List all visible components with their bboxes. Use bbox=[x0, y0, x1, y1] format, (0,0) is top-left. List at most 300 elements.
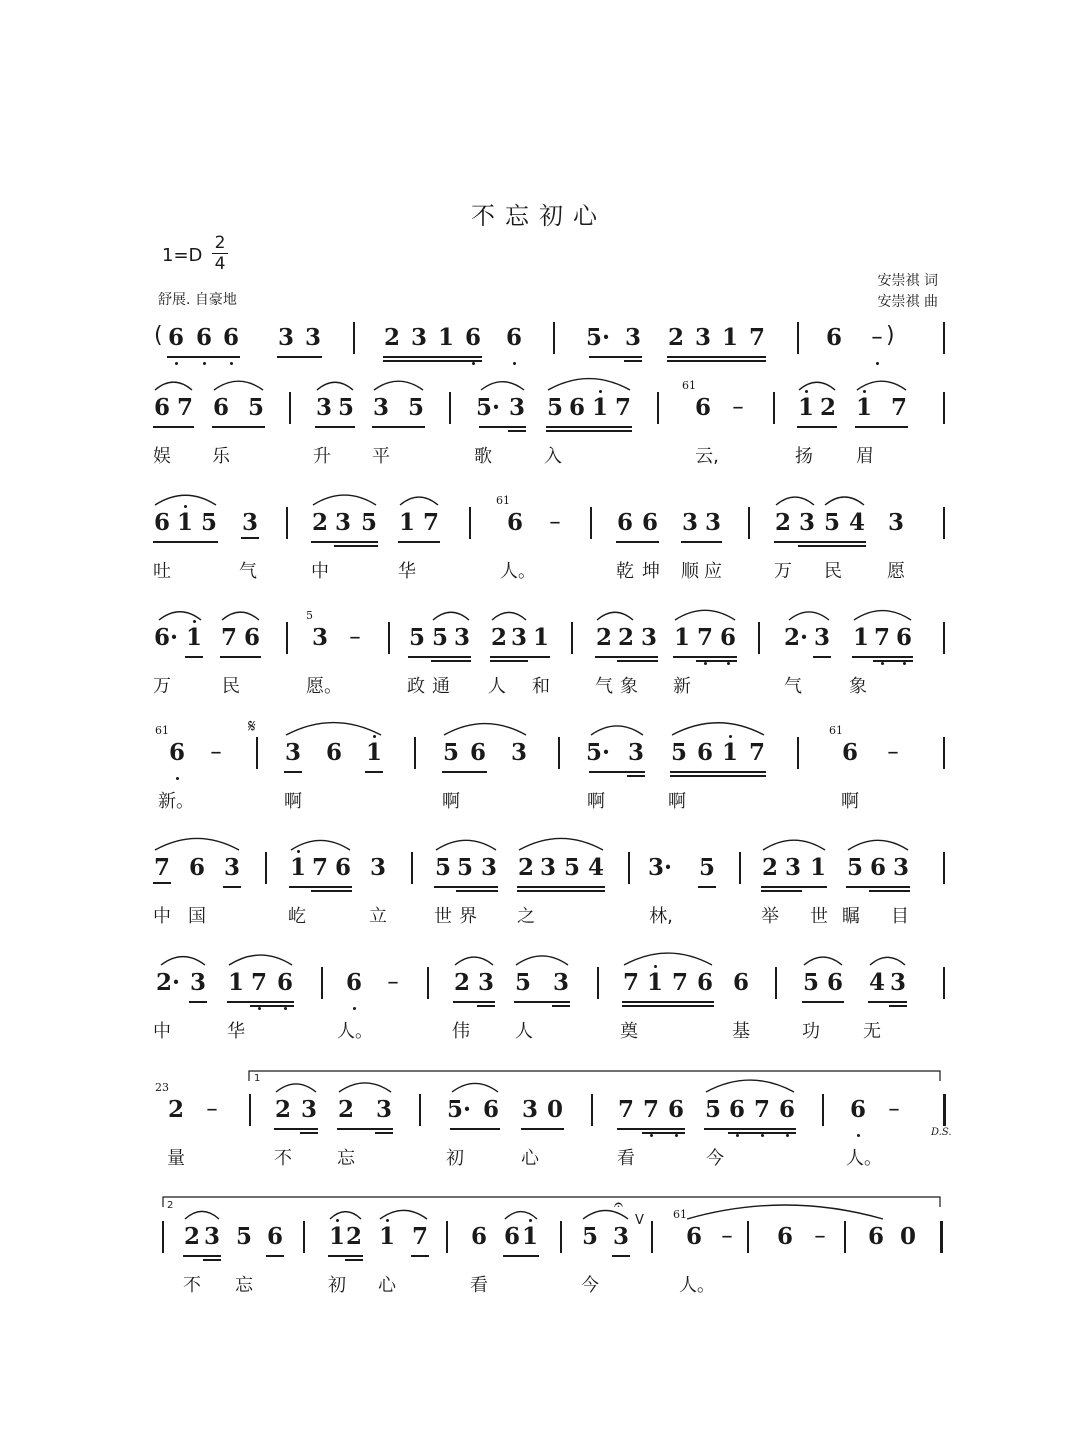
lyric-syllable: 娱 bbox=[153, 446, 171, 467]
octave-dot-below bbox=[513, 362, 516, 365]
note: 1 bbox=[532, 624, 550, 651]
lyric-syllable: 人。 bbox=[500, 561, 536, 582]
lyric-syllable: 忘 bbox=[337, 1148, 355, 1169]
note: 3 bbox=[453, 624, 471, 651]
note: 7 bbox=[153, 854, 171, 881]
note: 5· bbox=[585, 739, 611, 766]
octave-dot-above bbox=[373, 735, 376, 738]
note: 1 bbox=[721, 324, 739, 351]
note: 6 bbox=[641, 509, 659, 536]
note: 6 bbox=[243, 624, 261, 651]
lyric-syllable: 界 bbox=[459, 906, 477, 927]
rhythm-underline bbox=[514, 1001, 570, 1003]
barline bbox=[597, 967, 599, 999]
rhythm-underline bbox=[274, 1128, 318, 1130]
lyric-syllable: 立 bbox=[369, 906, 387, 927]
note: 4 bbox=[848, 509, 866, 536]
note: 6 bbox=[345, 969, 363, 996]
note: 2 bbox=[761, 854, 779, 881]
rhythm-underline bbox=[517, 886, 605, 888]
note: 3 bbox=[480, 854, 498, 881]
note: 3 bbox=[798, 509, 816, 536]
grace-note: 61 bbox=[496, 494, 510, 507]
note: 2 bbox=[183, 1223, 201, 1250]
rhythm-underline bbox=[546, 426, 632, 428]
lyric-syllable: 国 bbox=[188, 906, 206, 927]
note: 7 bbox=[753, 1096, 771, 1123]
rhythm-underline bbox=[889, 1005, 907, 1007]
close-parenthesis: ) bbox=[886, 323, 895, 348]
rhythm-underline bbox=[616, 541, 659, 543]
sustain-dash: – bbox=[887, 739, 899, 765]
composer-credit: 安崇祺 曲 bbox=[877, 294, 938, 310]
rhythm-underline bbox=[761, 886, 827, 888]
note: 2 bbox=[517, 854, 535, 881]
note: 1 bbox=[721, 739, 739, 766]
rhythm-underline bbox=[203, 1259, 221, 1261]
rhythm-underline bbox=[622, 1001, 714, 1003]
note: 4 bbox=[587, 854, 605, 881]
barline bbox=[943, 1094, 946, 1126]
rhythm-underline bbox=[311, 890, 352, 892]
note: 3 bbox=[627, 739, 645, 766]
lyric-syllable: 中 bbox=[153, 906, 171, 927]
lyric-syllable: 初 bbox=[328, 1275, 346, 1296]
lyric-syllable: 中 bbox=[153, 1021, 171, 1042]
note: 6 bbox=[506, 509, 524, 536]
lyric-syllable: 民 bbox=[824, 561, 842, 582]
lyric-syllable: 功 bbox=[802, 1021, 820, 1042]
note: 6 bbox=[732, 969, 750, 996]
note: 7 bbox=[890, 394, 908, 421]
note: 5 bbox=[442, 739, 460, 766]
fermata-mark: 𝄐 bbox=[614, 1195, 623, 1214]
note: 2 bbox=[667, 324, 685, 351]
barline bbox=[591, 1094, 593, 1126]
note: 3 bbox=[311, 624, 329, 651]
barline bbox=[943, 737, 945, 769]
note: 5 bbox=[235, 1223, 253, 1250]
rhythm-underline bbox=[761, 890, 802, 892]
barline bbox=[321, 967, 323, 999]
barline bbox=[797, 322, 799, 354]
note: 5 bbox=[456, 854, 474, 881]
note: 6 bbox=[616, 509, 634, 536]
rhythm-underline bbox=[868, 1001, 907, 1003]
rhythm-underline bbox=[852, 656, 913, 658]
note: 3 bbox=[241, 509, 259, 536]
note: 6 bbox=[266, 1223, 284, 1250]
rhythm-underline bbox=[289, 886, 352, 888]
note: 7 bbox=[614, 394, 632, 421]
rhythm-underline bbox=[589, 356, 642, 358]
note: 3 bbox=[510, 624, 528, 651]
lyric-syllable: 和 bbox=[532, 676, 550, 697]
barline bbox=[822, 1094, 824, 1126]
key-signature: 1=D bbox=[162, 245, 203, 266]
rhythm-underline bbox=[277, 356, 322, 358]
rhythm-underline bbox=[696, 660, 737, 662]
octave-dot-above bbox=[184, 505, 187, 508]
lyric-syllable: 屹 bbox=[288, 906, 306, 927]
note: 3 bbox=[410, 324, 428, 351]
octave-dot-below bbox=[650, 1134, 653, 1137]
note: 5 bbox=[670, 739, 688, 766]
rhythm-underline bbox=[627, 775, 645, 777]
rhythm-underline bbox=[383, 356, 482, 358]
note: 3 bbox=[508, 394, 526, 421]
note: 7 bbox=[422, 509, 440, 536]
note: 5 bbox=[337, 394, 355, 421]
lyric-syllable: 万 bbox=[153, 676, 171, 697]
barline bbox=[739, 852, 741, 884]
rhythm-underline bbox=[508, 430, 526, 432]
rhythm-underline bbox=[345, 1259, 363, 1261]
rhythm-underline bbox=[453, 1001, 495, 1003]
open-parenthesis: ( bbox=[154, 323, 163, 348]
barline bbox=[773, 392, 775, 424]
lyric-syllable: 看 bbox=[470, 1275, 488, 1296]
octave-dot-below bbox=[284, 1007, 287, 1010]
note: 2 bbox=[453, 969, 471, 996]
note: 7 bbox=[220, 624, 238, 651]
sustain-dash: – bbox=[732, 394, 744, 420]
volta-1-label: 1 bbox=[254, 1073, 261, 1084]
note: 6 bbox=[167, 324, 185, 351]
rhythm-underline bbox=[408, 656, 471, 658]
note: 6 bbox=[867, 1223, 885, 1250]
note: 6 bbox=[849, 1096, 867, 1123]
rhythm-underline bbox=[337, 1128, 393, 1130]
note: 5 bbox=[546, 394, 564, 421]
note: 5 bbox=[581, 1223, 599, 1250]
lyric-syllable: 瞩 bbox=[842, 906, 860, 927]
octave-dot-above bbox=[193, 620, 196, 623]
rhythm-underline bbox=[442, 771, 487, 773]
lyric-syllable: 新。 bbox=[158, 791, 194, 812]
note: 6 bbox=[464, 324, 482, 351]
octave-dot-below bbox=[176, 777, 179, 780]
rhythm-underline bbox=[589, 771, 645, 773]
note: 3 bbox=[369, 854, 387, 881]
rhythm-underline bbox=[670, 771, 766, 773]
note: 5· bbox=[475, 394, 501, 421]
barline bbox=[943, 967, 945, 999]
lyric-syllable: 愿 bbox=[887, 561, 905, 582]
rhythm-underline bbox=[552, 1005, 570, 1007]
octave-dot-above bbox=[386, 1219, 389, 1222]
note: 1 bbox=[378, 1223, 396, 1250]
note: 6 bbox=[276, 969, 294, 996]
barline bbox=[289, 392, 291, 424]
lyric-syllable: 华 bbox=[227, 1021, 245, 1042]
note: 5· bbox=[446, 1096, 472, 1123]
note: 3 bbox=[640, 624, 658, 651]
rhythm-underline bbox=[673, 656, 737, 658]
barline bbox=[657, 392, 659, 424]
sustain-dash: – bbox=[210, 739, 222, 765]
note: 6 bbox=[841, 739, 859, 766]
note: 1 bbox=[673, 624, 691, 651]
grace-note: 61 bbox=[155, 724, 169, 737]
note: 7 bbox=[671, 969, 689, 996]
grace-note: 61 bbox=[673, 1208, 687, 1221]
lyric-syllable: 不 bbox=[274, 1148, 292, 1169]
note: 6 bbox=[505, 324, 523, 351]
note: 1 bbox=[398, 509, 416, 536]
note: 3 bbox=[813, 624, 831, 651]
rhythm-underline bbox=[375, 1132, 393, 1134]
note: 1 bbox=[365, 739, 383, 766]
note: 2 bbox=[345, 1223, 363, 1250]
lyric-syllable: 不 bbox=[183, 1275, 201, 1296]
note: 1 bbox=[289, 854, 307, 881]
lyric-syllable: 今 bbox=[706, 1148, 724, 1169]
lyric-syllable: 今 bbox=[581, 1275, 599, 1296]
lyric-syllable: 政 bbox=[407, 676, 425, 697]
rhythm-underline bbox=[183, 1255, 221, 1257]
rhythm-underline bbox=[450, 1128, 500, 1130]
barline bbox=[651, 1221, 653, 1253]
note: 7 bbox=[411, 1223, 429, 1250]
note: 6 bbox=[826, 969, 844, 996]
octave-dot-below bbox=[675, 1134, 678, 1137]
rhythm-underline bbox=[670, 775, 766, 777]
rhythm-underline bbox=[667, 356, 766, 358]
barline bbox=[943, 322, 945, 354]
note: 6 bbox=[222, 324, 240, 351]
octave-dot-above bbox=[599, 390, 602, 393]
lyric-syllable: 平 bbox=[372, 446, 390, 467]
octave-dot-above bbox=[336, 1219, 339, 1222]
note: 3 bbox=[277, 324, 295, 351]
lyric-syllable: 忘 bbox=[235, 1275, 253, 1296]
grace-note: 5 bbox=[306, 609, 313, 622]
note: 2· bbox=[783, 624, 809, 651]
note: 3 bbox=[203, 1223, 221, 1250]
lyric-syllable: 坤 bbox=[642, 561, 660, 582]
note: 1 bbox=[852, 624, 870, 651]
rhythm-underline bbox=[383, 360, 482, 362]
lyric-syllable: 升 bbox=[313, 446, 331, 467]
lyric-syllable: 人。 bbox=[846, 1148, 882, 1169]
lyric-syllable: 眉 bbox=[856, 446, 874, 467]
octave-dot-above bbox=[529, 1219, 532, 1222]
note: 0 bbox=[546, 1096, 564, 1123]
sustain-dash: – bbox=[549, 509, 561, 535]
rhythm-underline bbox=[846, 886, 910, 888]
sustain-dash: – bbox=[387, 969, 399, 995]
rhythm-underline bbox=[798, 545, 866, 547]
note: 6 bbox=[334, 854, 352, 881]
octave-dot-below bbox=[472, 362, 475, 365]
note: 3 bbox=[539, 854, 557, 881]
rhythm-underline bbox=[681, 541, 722, 543]
note: 6 bbox=[470, 1223, 488, 1250]
note: 5 bbox=[802, 969, 820, 996]
note: 5 bbox=[514, 969, 532, 996]
octave-dot-below bbox=[881, 662, 884, 665]
note: 3 bbox=[372, 394, 390, 421]
lyric-syllable: 中 bbox=[311, 561, 329, 582]
barline bbox=[553, 322, 555, 354]
rhythm-underline bbox=[617, 660, 658, 662]
lyric-syllable: 象 bbox=[620, 676, 638, 697]
lyric-syllable: 入 bbox=[544, 446, 562, 467]
rhythm-underline bbox=[546, 430, 632, 432]
barline bbox=[943, 507, 945, 539]
rhythm-underline bbox=[479, 426, 526, 428]
lyric-syllable: 之 bbox=[517, 906, 535, 927]
note: 4 bbox=[868, 969, 886, 996]
lyric-syllable: 目 bbox=[891, 906, 909, 927]
grace-note: 61 bbox=[829, 724, 843, 737]
note: 7 bbox=[748, 739, 766, 766]
note: 6 bbox=[212, 394, 230, 421]
note: 6 bbox=[325, 739, 343, 766]
note: 5 bbox=[360, 509, 378, 536]
note: 5 bbox=[698, 854, 716, 881]
barline bbox=[628, 852, 630, 884]
octave-dot-below bbox=[727, 662, 730, 665]
rhythm-underline bbox=[813, 656, 831, 658]
rhythm-underline bbox=[503, 1255, 539, 1257]
rhythm-underline bbox=[431, 660, 471, 662]
barline bbox=[414, 737, 416, 769]
note: 6 bbox=[667, 1096, 685, 1123]
lyric-syllable: 愿。 bbox=[306, 676, 342, 697]
rhythm-underline bbox=[490, 656, 550, 658]
lyric-syllable: 啊 bbox=[284, 791, 302, 812]
barline bbox=[943, 622, 945, 654]
lyric-syllable: 象 bbox=[849, 676, 867, 697]
barline bbox=[256, 737, 258, 769]
note: 3 bbox=[889, 969, 907, 996]
rhythm-underline bbox=[612, 1255, 630, 1257]
barline bbox=[943, 852, 945, 884]
barline bbox=[303, 1221, 305, 1253]
time-signature-top: 2 bbox=[214, 233, 226, 253]
lyric-syllable: 吐 bbox=[153, 561, 171, 582]
lyric-syllable: 奠 bbox=[620, 1021, 638, 1042]
note: 5 bbox=[434, 854, 452, 881]
octave-dot-above bbox=[805, 390, 808, 393]
note: 2· bbox=[155, 969, 181, 996]
note: 6 bbox=[869, 854, 887, 881]
lyric-syllable: 气 bbox=[239, 561, 257, 582]
note: 6 bbox=[195, 324, 213, 351]
note: 7 bbox=[696, 624, 714, 651]
lyric-syllable: 世 bbox=[810, 906, 828, 927]
octave-dot-above bbox=[297, 850, 300, 853]
sustain-dash: – bbox=[721, 1223, 733, 1249]
note: 3 bbox=[189, 969, 207, 996]
rhythm-underline bbox=[223, 886, 241, 888]
lyric-syllable: 心 bbox=[521, 1148, 539, 1169]
rhythm-underline bbox=[855, 426, 908, 428]
barline bbox=[419, 1094, 421, 1126]
note: 3 bbox=[612, 1223, 630, 1250]
song-title: 不忘初心 bbox=[471, 202, 607, 230]
note: 6 bbox=[153, 509, 171, 536]
note: 3 bbox=[887, 509, 905, 536]
note: 3 bbox=[304, 324, 322, 351]
note: 2 bbox=[774, 509, 792, 536]
rhythm-underline bbox=[490, 660, 528, 662]
octave-dot-below bbox=[761, 1134, 764, 1137]
note: 7 bbox=[748, 324, 766, 351]
barline bbox=[162, 1221, 164, 1253]
rhythm-underline bbox=[241, 537, 259, 539]
note: 3 bbox=[300, 1096, 318, 1123]
rhythm-underline bbox=[642, 1132, 685, 1134]
octave-dot-below bbox=[353, 1007, 356, 1010]
note: 6 bbox=[728, 1096, 746, 1123]
lyric-syllable: 人 bbox=[515, 1021, 533, 1042]
rhythm-underline bbox=[227, 1001, 294, 1003]
note: 3 bbox=[375, 1096, 393, 1123]
lyric-syllable: 啊 bbox=[587, 791, 605, 812]
rhythm-underline bbox=[153, 882, 171, 884]
lyric-syllable: 人。 bbox=[337, 1021, 373, 1042]
octave-dot-above bbox=[654, 965, 657, 968]
lyric-syllable: 民 bbox=[222, 676, 240, 697]
note: 0 bbox=[899, 1223, 917, 1250]
note: 7 bbox=[311, 854, 329, 881]
octave-dot-below bbox=[704, 662, 707, 665]
barline bbox=[571, 622, 573, 654]
grace-note: 23 bbox=[155, 1081, 169, 1094]
note: 6 bbox=[482, 1096, 500, 1123]
lyric-syllable: 啊 bbox=[841, 791, 859, 812]
octave-dot-below bbox=[230, 362, 233, 365]
octave-dot-below bbox=[903, 662, 906, 665]
note: 5 bbox=[247, 394, 265, 421]
note: 5 bbox=[408, 624, 426, 651]
rhythm-underline bbox=[365, 771, 383, 773]
rhythm-underline bbox=[521, 1128, 564, 1130]
rhythm-underline bbox=[185, 656, 203, 658]
note: 2 bbox=[383, 324, 401, 351]
octave-dot-below bbox=[203, 362, 206, 365]
barline bbox=[411, 852, 413, 884]
note: 3 bbox=[284, 739, 302, 766]
note: 6 bbox=[469, 739, 487, 766]
note: 5 bbox=[200, 509, 218, 536]
note: 1 bbox=[855, 394, 873, 421]
note: 5 bbox=[823, 509, 841, 536]
sustain-dash: – bbox=[349, 624, 361, 650]
barline bbox=[943, 392, 945, 424]
lyric-syllable: 人。 bbox=[679, 1275, 715, 1296]
rhythm-underline bbox=[372, 426, 425, 428]
rhythm-underline bbox=[873, 660, 913, 662]
barline bbox=[353, 322, 355, 354]
rhythm-underline bbox=[797, 426, 837, 428]
rhythm-underline bbox=[334, 545, 378, 547]
lyric-syllable: 应 bbox=[704, 561, 722, 582]
note: 2 bbox=[167, 1096, 185, 1123]
time-signature-bottom: 4 bbox=[214, 254, 226, 274]
octave-dot-below bbox=[736, 1134, 739, 1137]
lyric-syllable: 举 bbox=[761, 906, 779, 927]
sustain-dash: – bbox=[871, 324, 883, 350]
rhythm-underline bbox=[167, 356, 240, 358]
barline bbox=[775, 967, 777, 999]
rhythm-underline bbox=[300, 1132, 318, 1134]
rhythm-underline bbox=[189, 1001, 207, 1003]
sustain-dash: – bbox=[814, 1223, 826, 1249]
